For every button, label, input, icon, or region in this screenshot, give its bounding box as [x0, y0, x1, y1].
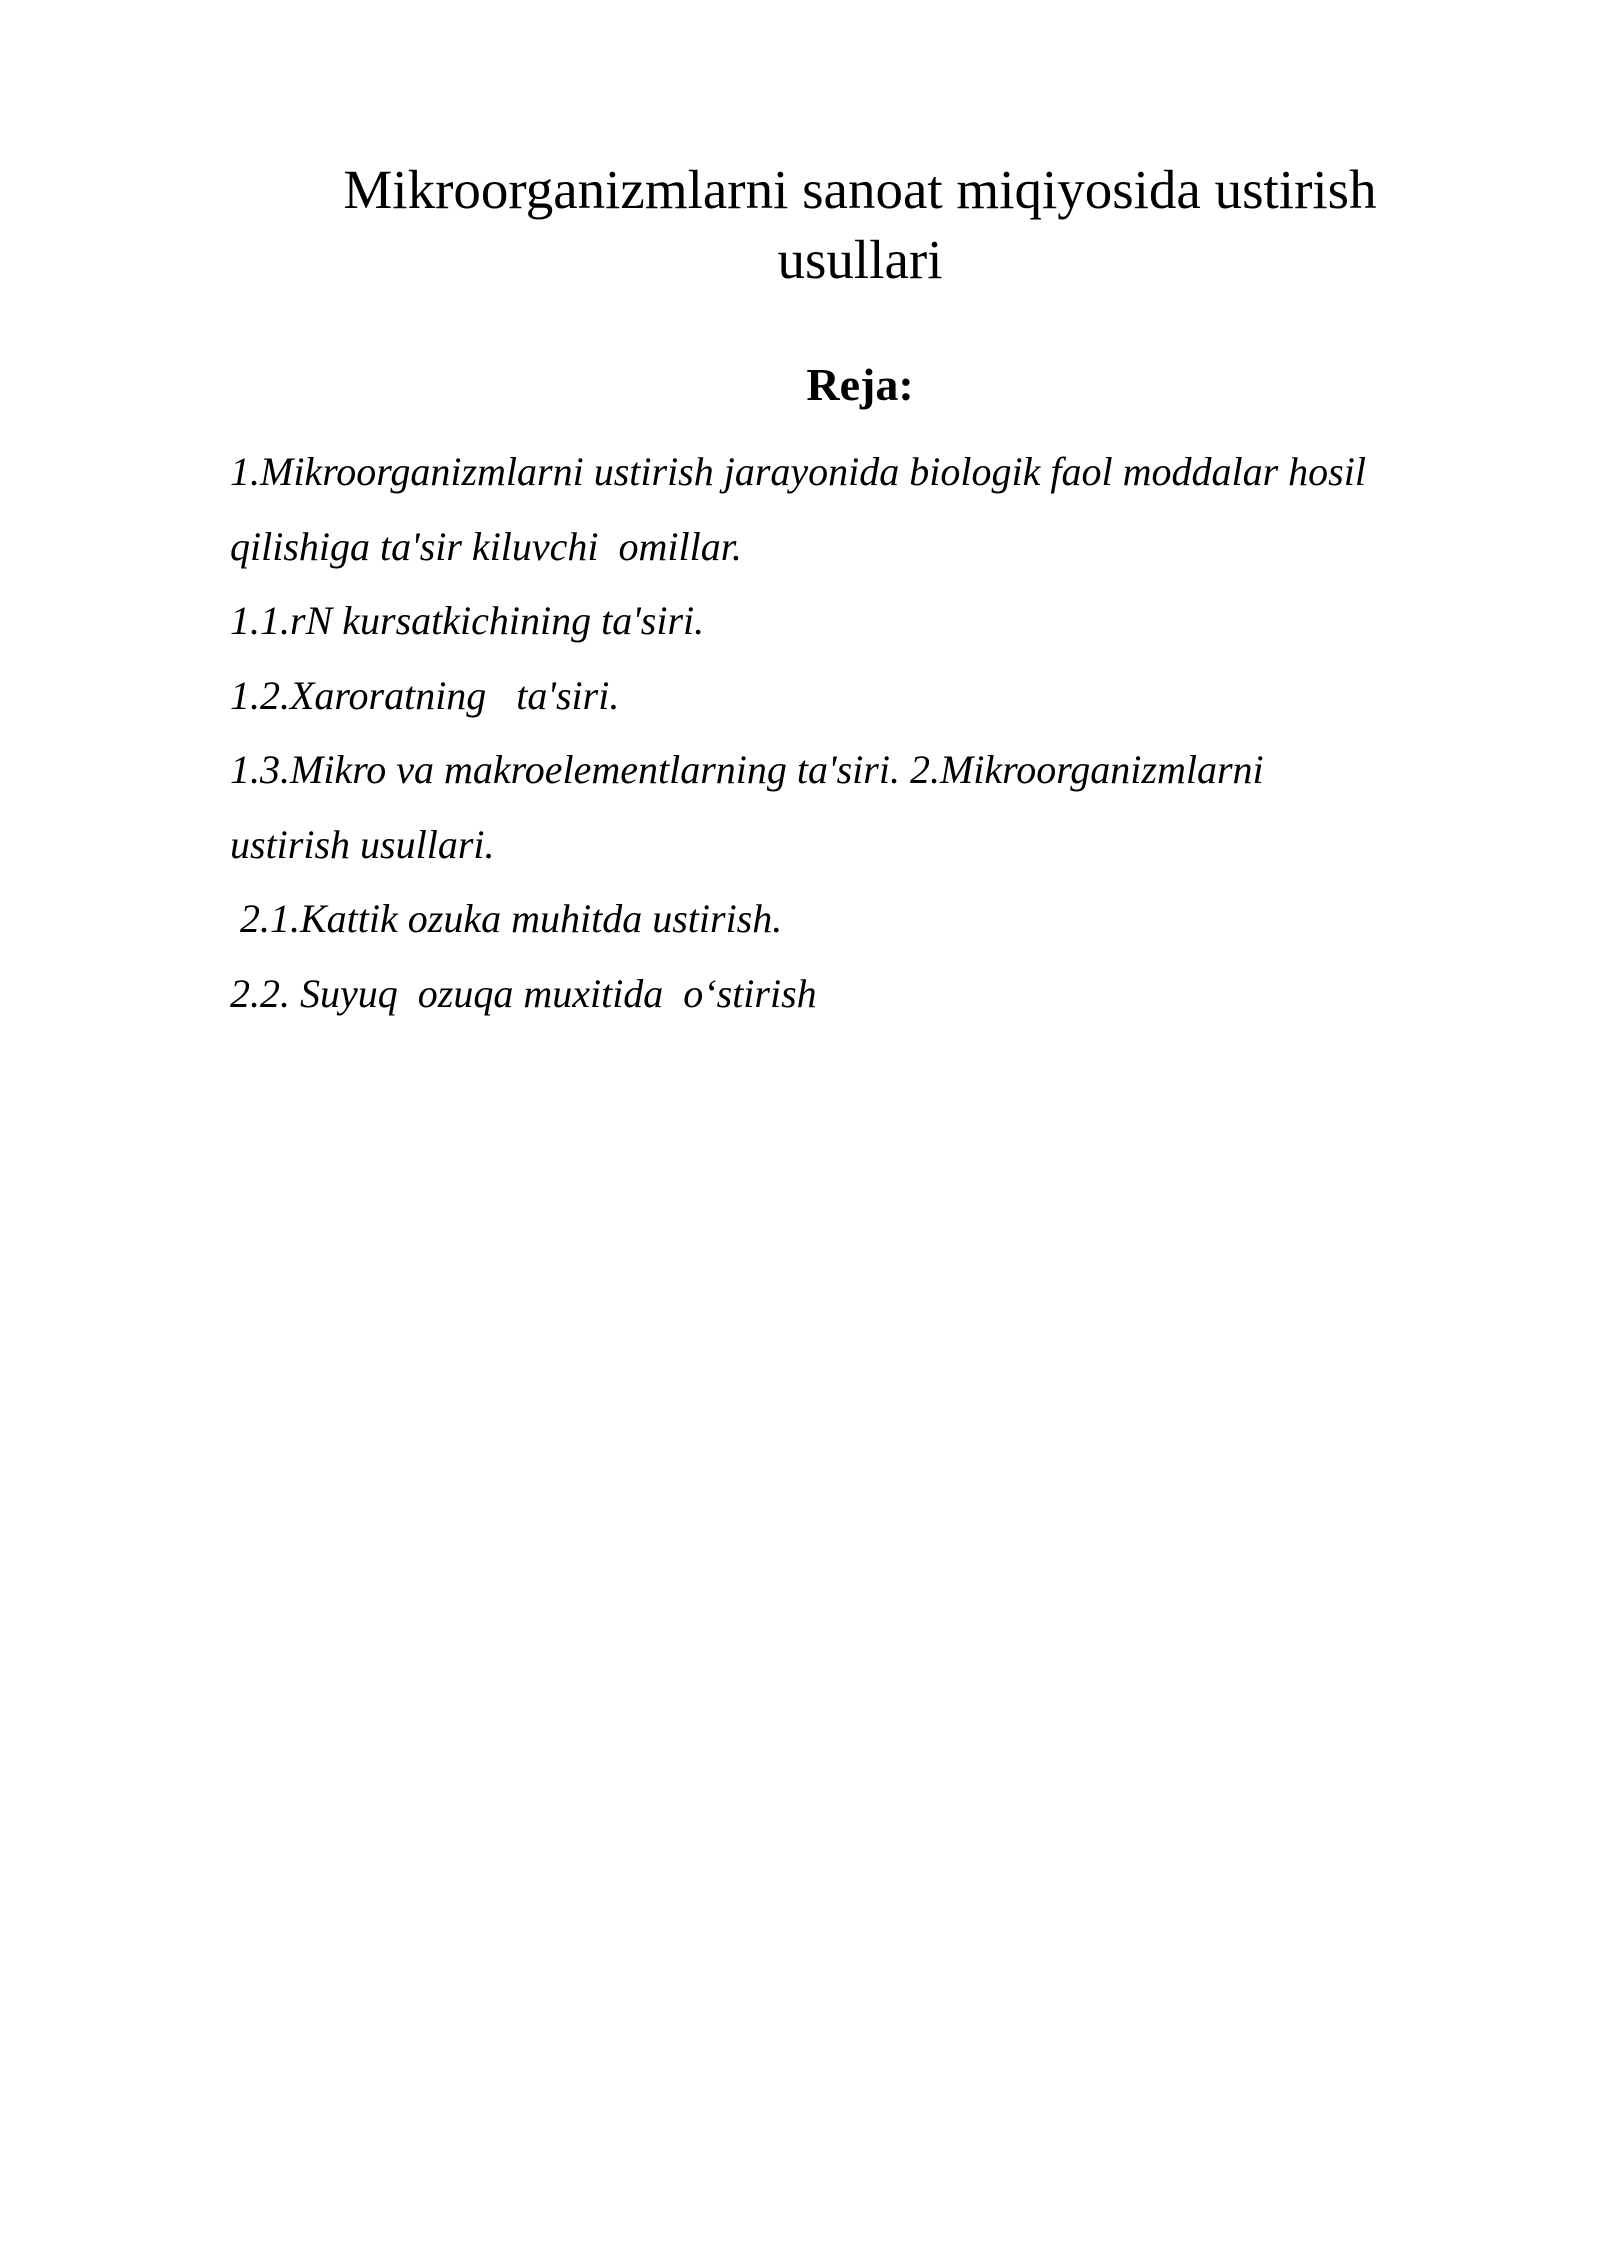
plan-line: 1.2.Xaroratning ta'siri. [230, 672, 620, 718]
plan-list [230, 435, 1510, 1031]
plan-line: ustirish usullari. [230, 821, 495, 867]
plan-line: 2.2. Suyuq ozuqa muxitida o‘stirish [230, 970, 817, 1016]
plan-line: 1.1.rN kursatkichining ta'siri. [230, 598, 705, 643]
title-line-1: Mikroorganizmlarni sanoat miqiyosida ustirish [343, 159, 1377, 220]
title-line-2: usullari [777, 229, 943, 290]
document-title [230, 155, 1490, 295]
plan-heading: Reja: [806, 359, 914, 410]
plan-line: 1.3.Mikro va makroelementlarning ta'siri. 2.Mikroorganizmlarni [230, 747, 1264, 792]
plan-line: qilishiga ta'sir kiluvchi omillar. [230, 523, 742, 569]
plan-line: 1.Mikroorganizmlarni ustirish jarayonida biologik faol moddalar hosil [230, 449, 1366, 494]
plan-line: 2.1.Kattik ozuka muhitda ustirish. [230, 896, 783, 941]
